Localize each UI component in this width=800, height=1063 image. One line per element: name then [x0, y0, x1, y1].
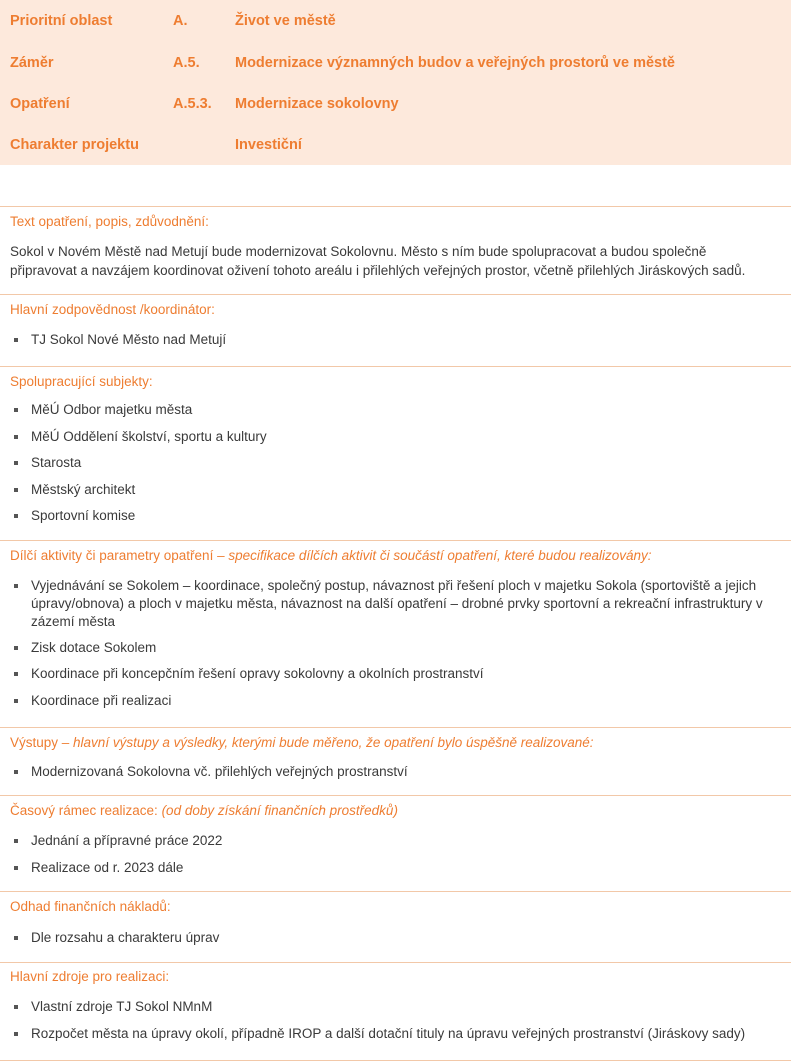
section-costs: Odhad finančních nákladů: Dle rozsahu a charakteru úprav — [0, 891, 791, 963]
section-activities: Dílčí aktivity či parametry opatření – specifikace dílčích aktivit či součástí opatření, které budou realizovány: Vyjednávání se Sokolem – koordinace, společný postup, návaznost při řešení ploch v majetku Sokola (sportoviště a jejich úpravy/obnova) a ploch v majetku města, návaznost na další opatření – drobné prvky sportovní a rekreační infrastruktury v zázemí města Zisk dotace Sokolem Koordinace při koncepčním řešení opravy sokolovny a okolních prostranství Koordinace při realizaci — [0, 540, 791, 728]
section-timeframe: Časový rámec realizace: (od doby získání finančních prostředků) Jednání a přípravné práce 2022 Realizace od r. 2023 dále — [0, 795, 791, 892]
bullet-icon — [14, 461, 18, 465]
bullet-icon — [14, 584, 18, 588]
bullet-icon — [14, 839, 18, 843]
section-title: Text opatření, popis, zdůvodnění: — [10, 214, 209, 229]
bullet-icon — [14, 646, 18, 650]
bullet-icon — [14, 936, 18, 940]
header-code: A.5.3. — [173, 96, 212, 112]
section-title: Výstupy – hlavní výstupy a výsledky, kterými bude měřeno, že opatření bylo úspěšně realizované: — [10, 735, 594, 750]
section-sources: Hlavní zdroje pro realizaci: Vlastní zdroje TJ Sokol NMnM Rozpočet města na úpravy okolí, případně IROP a další dotační tituly na úpravu veřejných prostranství (Jiráskovy sady) — [0, 962, 791, 1061]
section-title: Spolupracující subjekty: — [10, 374, 153, 389]
section-title: Časový rámec realizace: (od doby získání finančních prostředků) — [10, 803, 398, 818]
bullet-icon — [14, 435, 18, 439]
bullet-icon — [14, 514, 18, 518]
section-outputs: Výstupy – hlavní výstupy a výsledky, kterými bude měřeno, že opatření bylo úspěšně realizované: Modernizovaná Sokolovna vč. přilehlých veřejných prostranství — [0, 727, 791, 796]
header-label: Charakter projektu — [10, 137, 139, 153]
header-label: Opatření — [10, 96, 70, 112]
bullet-icon — [14, 1005, 18, 1009]
section-description — [0, 206, 791, 295]
header-label: Prioritní oblast — [10, 13, 113, 29]
header-value: Život ve městě — [235, 13, 336, 29]
header-code: A.5. — [173, 55, 200, 71]
header-value: Investiční — [235, 137, 302, 153]
section-title: Dílčí aktivity či parametry opatření – specifikace dílčích aktivit či součástí opatření, které budou realizovány: — [10, 548, 652, 563]
section-paragraph: Sokol v Novém Městě nad Metují bude modernizovat Sokolovnu. Město s ním bude spolupracovat a budou společně připravovat a navzájem koordinovat oživení tohoto areálu i přilehlých veřejných prostor, včetně přilehlých Jiráskových sadů. — [10, 244, 746, 278]
section-partners: Spolupracující subjekty: MěÚ Odbor majetku města MěÚ Oddělení školství, sportu a kultury Starosta Městský architekt Sportovní komise — [0, 366, 791, 541]
bullet-icon — [14, 866, 18, 870]
bullet-icon — [14, 699, 18, 703]
header-code: A. — [173, 13, 188, 29]
header-label: Záměr — [10, 55, 54, 71]
header-value: Modernizace významných budov a veřejných prostorů ve městě — [235, 55, 675, 71]
section-title: Hlavní zdroje pro realizaci: — [10, 969, 170, 984]
section-responsible: Hlavní zodpovědnost /koordinátor: TJ Sokol Nové Město nad Metují — [0, 294, 791, 367]
header-value: Modernizace sokolovny — [235, 96, 399, 112]
section-title: Odhad finančních nákladů: — [10, 899, 171, 914]
project-header-table — [0, 0, 791, 165]
bullet-icon — [14, 1032, 18, 1036]
section-title: Hlavní zodpovědnost /koordinátor: — [10, 302, 215, 317]
bullet-icon — [14, 770, 18, 774]
bullet-icon — [14, 488, 18, 492]
bullet-icon — [14, 408, 18, 412]
bullet-icon — [14, 672, 18, 676]
bullet-icon — [14, 338, 18, 342]
